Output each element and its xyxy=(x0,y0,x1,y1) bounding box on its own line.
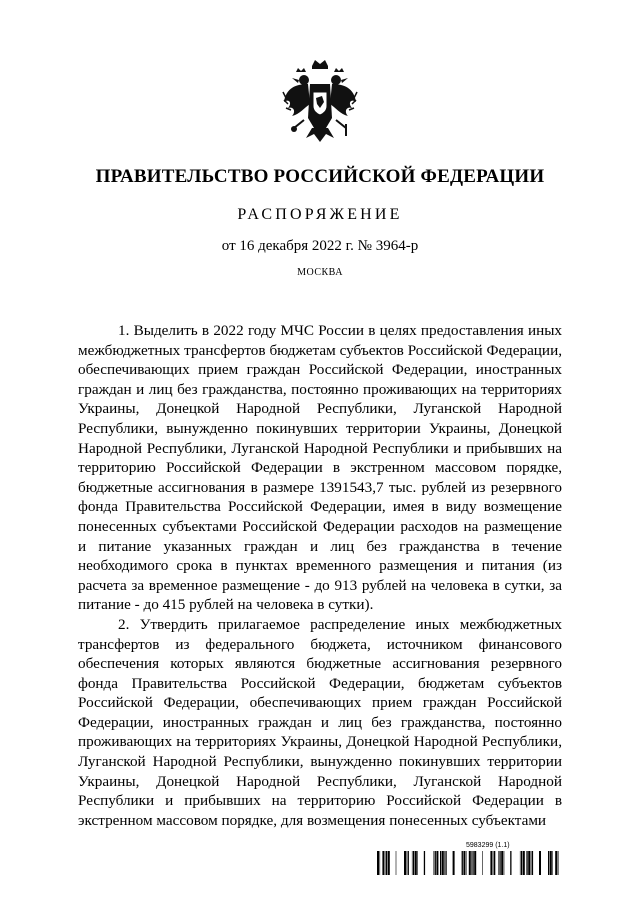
document-date-number: от 16 декабря 2022 г. № 3964-р xyxy=(221,238,419,254)
document-city: МОСКВА xyxy=(297,267,343,278)
paragraph-1: 1. Выделить в 2022 году МЧС России в целях предоставления иных межбюджетных трансфертов бюджетам субъектов Российской Федерации, обеспечивающих прием граждан Российской Федерации, иностранных граждан и лиц без гражданства, постоянно проживающих на территориях Украины, Донецкой Народной Республики, Луганской Народной Республики, вынужденно покинувших территории Украины, Донецкой Народной Республики, Луганской Народной Республики и прибывших на территорию Российской Федерации в экстренном массовом порядке, бюджетные ассигнования в размере 1391543,7 тыс. рублей из резервного фонда Правительства Российской Федерации, имея в виду возмещение понесенных субъектами Российской Федерации расходов на размещение и питание указанных граждан и лиц без гражданства в течение необходимого срока в пунктах временного размещения и питания (из расчета за временное размещение - до 913 рублей на человека в сутки, за питание - до 415 рублей на человека в сутки). xyxy=(78,322,562,614)
document-code: 5983299 (1.1) xyxy=(466,842,510,849)
paragraph-2: 2. Утвердить прилагаемое распределение иных межбюджетных трансфертов из федерального бюджета, источником финансового обеспечения которых являются бюджетные ассигнования резервного фонда Правительства Российской Федерации, бюджетам субъектов Российской Федерации, обеспечивающих прием граждан Российской Федерации, иностранных граждан и лиц без гражданства, постоянно проживающих на территориях Украины, Донецкой Народной Республики, Луганской Народной Республики, вынужденно покинувших территории Украины, Донецкой Народной Республики, Луганской Народной Республики и прибывших на территорию Российской Федерации в экстренном массовом порядке, для возмещения понесенных субъектами xyxy=(78,615,562,829)
document-type: РАСПОРЯЖЕНИЕ xyxy=(237,206,403,223)
document-body xyxy=(78,321,562,830)
government-title: ПРАВИТЕЛЬСТВО РОССИЙСКОЙ ФЕДЕРАЦИИ xyxy=(95,166,545,187)
coat-of-arms-icon xyxy=(282,58,358,150)
barcode-icon xyxy=(377,851,559,875)
